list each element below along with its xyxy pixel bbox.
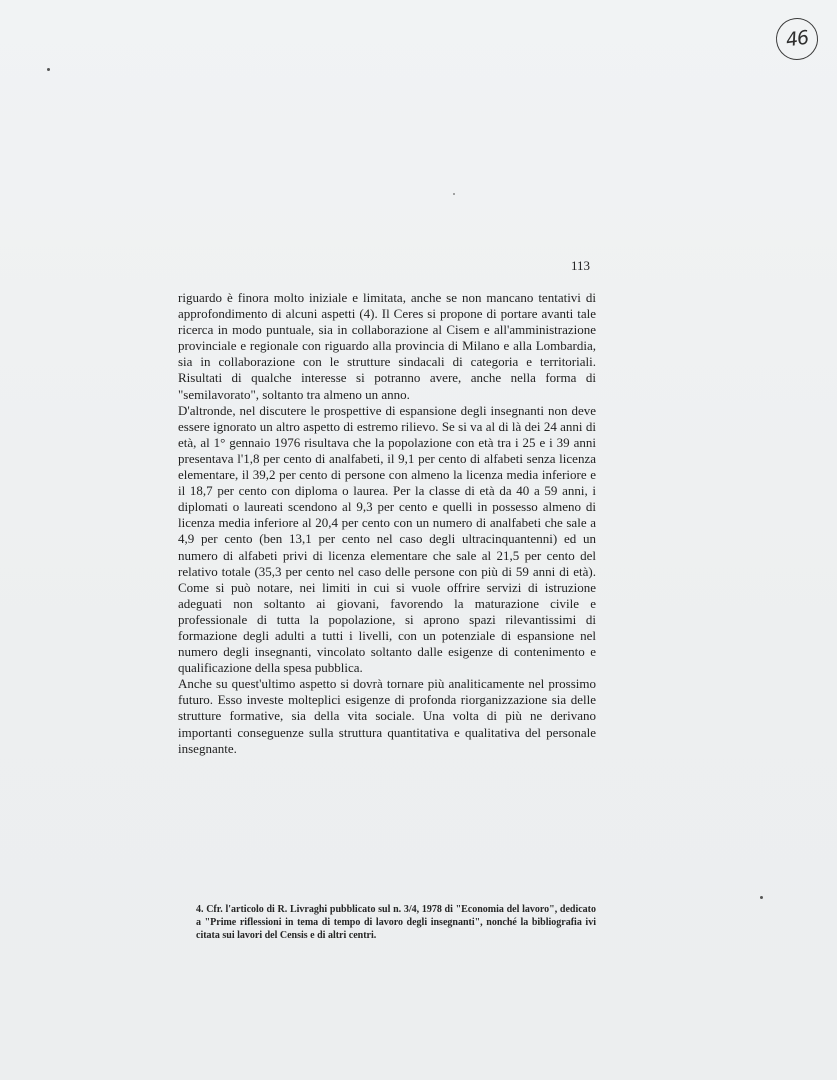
scan-speck: [453, 193, 455, 195]
body-text: [178, 290, 596, 757]
archive-stamp-number: [773, 15, 820, 62]
paragraph-1: riguardo è finora molto iniziale e limitata, anche se non mancano tentativi di approfondimento di alcuni aspetti (4). Il Ceres si propone di portare avanti tale ricerca in modo puntuale, sia in collaborazione al Cisem e all'amministrazione provinciale e regionale con riguardo alla provincia di Milano e alla Lombardia, sia in collaborazione con le strutture sindacali di categoria e territoriali. Risultati di qualche interesse si potranno avere, anche nella forma di "semilavorato", soltanto tra almeno un anno.: [178, 290, 596, 402]
archive-stamp-text: 46: [784, 26, 810, 52]
scan-speck: [47, 68, 50, 71]
scan-speck: [760, 896, 763, 899]
page-number: 113: [571, 258, 591, 273]
footnote-text: 4. Cfr. l'articolo di R. Livraghi pubblicato sul n. 3/4, 1978 di "Economia del lavoro", dedicato a "Prime riflessioni in tema di tempo di lavoro degli insegnanti", nonché la bibliografia ivi citata sui lavori del Censis e di altri centri.: [196, 904, 596, 941]
paragraph-3: Anche su quest'ultimo aspetto si dovrà tornare più analiticamente nel prossimo futuro. Esso investe molteplici esigenze di profonda riorganizzazione sia delle strutture formative, sia della vita sociale. Una volta di più ne derivano importanti conseguenze sulla struttura quantitativa e qualitativa del personale insegnante.: [178, 676, 596, 756]
paragraph-2: D'altronde, nel discutere le prospettive di espansione degli insegnanti non deve essere ignorato un altro aspetto di estremo rilievo. Se si va al di là dei 24 anni di età, al 1° gennaio 1976 risultava che la popolazione con età tra i 25 e i 39 anni presentava l'1,8 per cento di analfabeti, il 9,1 per cento di alfabeti senza licenza elementare, il 39,2 per cento di persone con almeno la licenza media inferiore e il 18,7 per cento con diploma o laurea. Per la classe di età da 40 a 59 anni, i diplomati o laureati scendono al 9,3 per cento e quelli in possesso almeno di licenza media inferiore al 20,4 per cento con un numero di analfabeti che sale a 4,9 per cento (ben 13,1 per cento nel caso degli ultracinquantenni) ed un numero di alfabeti privi di licenza elementare che sale al 21,5 per cento del relativo totale (35,3 per cento nel caso delle persone con più di 59 anni di età). Come si può notare, nei limiti in cui si vuole offrire servizi di istruzione adeguati non soltanto ai giovani, favorendo la maturazione civile e professionale di tutta la popolazione, si aprono spazi rilevantissimi di formazione degli adulti a tutti i livelli, con un potenziale di espansione nel numero degli insegnanti, vincolato soltanto dalle esigenze di contenimento e qualificazione della spesa pubblica.: [178, 402, 596, 676]
footnote: [178, 903, 596, 942]
